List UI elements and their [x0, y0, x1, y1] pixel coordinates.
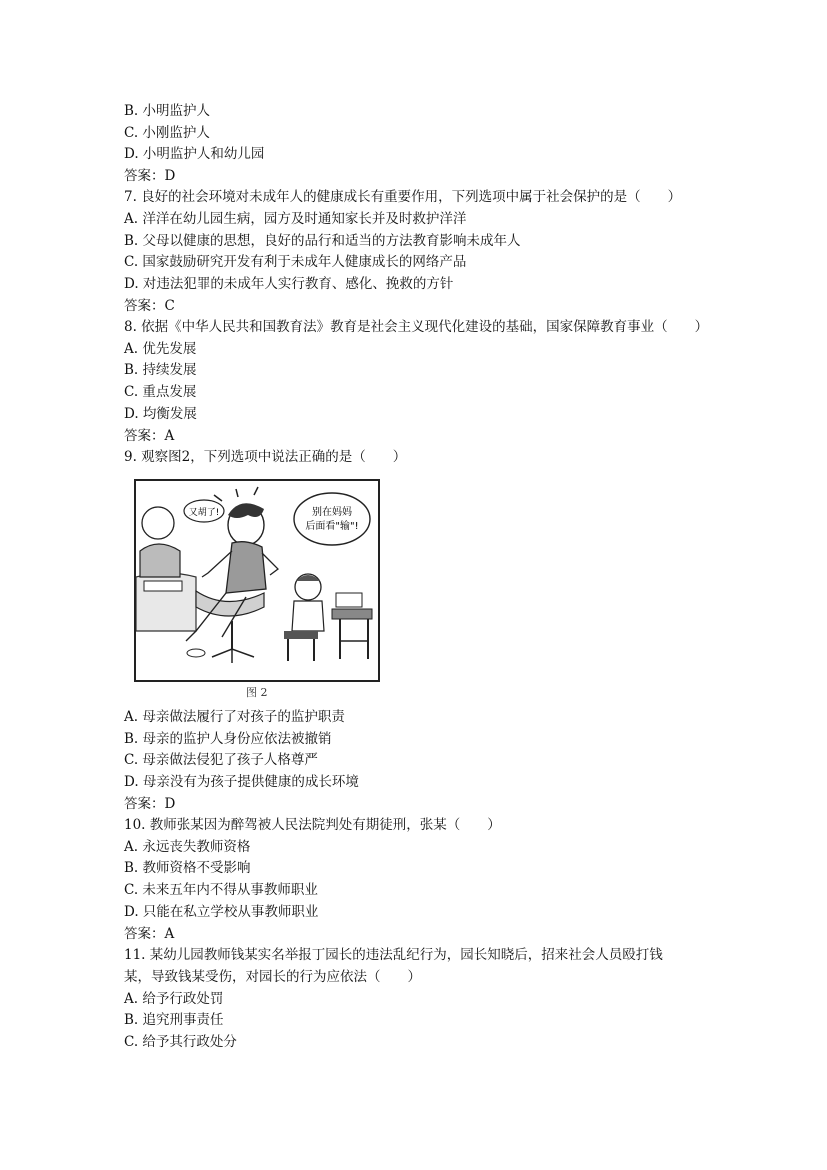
option-line: A. 永远丧失教师资格	[124, 839, 251, 855]
option-line: D. 小明监护人和幼儿园	[124, 146, 265, 162]
answer-line: 答案：A	[124, 926, 175, 942]
option-line: B. 追究刑事责任	[124, 1012, 224, 1028]
question-line: 11. 某幼儿园教师钱某实名举报丁园长的违法乱纪行为，园长知晓后，招来社会人员殴打钱	[124, 947, 663, 963]
option-line: B. 父母以健康的思想，良好的品行和适当的方法教育影响未成年人	[124, 233, 521, 249]
option-line: A. 母亲做法履行了对孩子的监护职责	[124, 709, 345, 725]
question-line: 8. 依据《中华人民共和国教育法》教育是社会主义现代化建设的基础，国家保障教育事业（ ）	[124, 319, 709, 335]
answer-line: 答案：A	[124, 428, 175, 444]
option-line: B. 小明监护人	[124, 103, 211, 119]
option-line: C. 给予其行政处分	[124, 1034, 237, 1050]
option-line: D. 对违法犯罪的未成年人实行教育、感化、挽救的方针	[124, 276, 454, 292]
option-line: C. 小刚监护人	[124, 125, 210, 141]
bubble-left-text: 又胡了!	[188, 508, 220, 518]
option-line: A. 优先发展	[124, 341, 197, 357]
option-line: C. 国家鼓励研究开发有利于未成年人健康成长的网络产品	[124, 254, 467, 270]
option-line: B. 母亲的监护人身份应依法被撤销	[124, 731, 332, 747]
question-line: 9. 观察图2，下列选项中说法正确的是（ ）	[124, 449, 407, 465]
answer-line: 答案：D	[124, 168, 176, 184]
bubble-right-line2: 后面看"输"!	[305, 521, 359, 532]
answer-line: 答案：D	[124, 796, 176, 812]
option-line: C. 未来五年内不得从事教师职业	[124, 882, 318, 898]
option-line: A. 给予行政处罚	[124, 991, 224, 1007]
question-line: 某，导致钱某受伤，对园长的行为应依法（ ）	[124, 969, 421, 985]
option-line: A. 洋洋在幼儿园生病，园方及时通知家长并及时救护洋洋	[124, 211, 467, 227]
option-line: D. 只能在私立学校从事教师职业	[124, 904, 319, 920]
option-line: D. 母亲没有为孩子提供健康的成长环境	[124, 774, 359, 790]
question-line: 7. 良好的社会环境对未成年人的健康成长有重要作用，下列选项中属于社会保护的是（ ）	[124, 189, 682, 205]
answer-line: 答案：C	[124, 298, 175, 314]
option-line: B. 持续发展	[124, 362, 197, 378]
bubble-right-line1: 别在妈妈	[312, 507, 352, 518]
option-line: D. 均衡发展	[124, 406, 197, 422]
cartoon-image	[136, 481, 378, 680]
option-line: C. 重点发展	[124, 384, 197, 400]
figure-2-illustration	[134, 479, 380, 682]
option-line: B. 教师资格不受影响	[124, 860, 251, 876]
question-line: 10. 教师张某因为醉驾被人民法院判处有期徒刑，张某（ ）	[124, 817, 501, 833]
figure-caption: 图 2	[246, 686, 268, 699]
option-line: C. 母亲做法侵犯了孩子人格尊严	[124, 752, 318, 768]
